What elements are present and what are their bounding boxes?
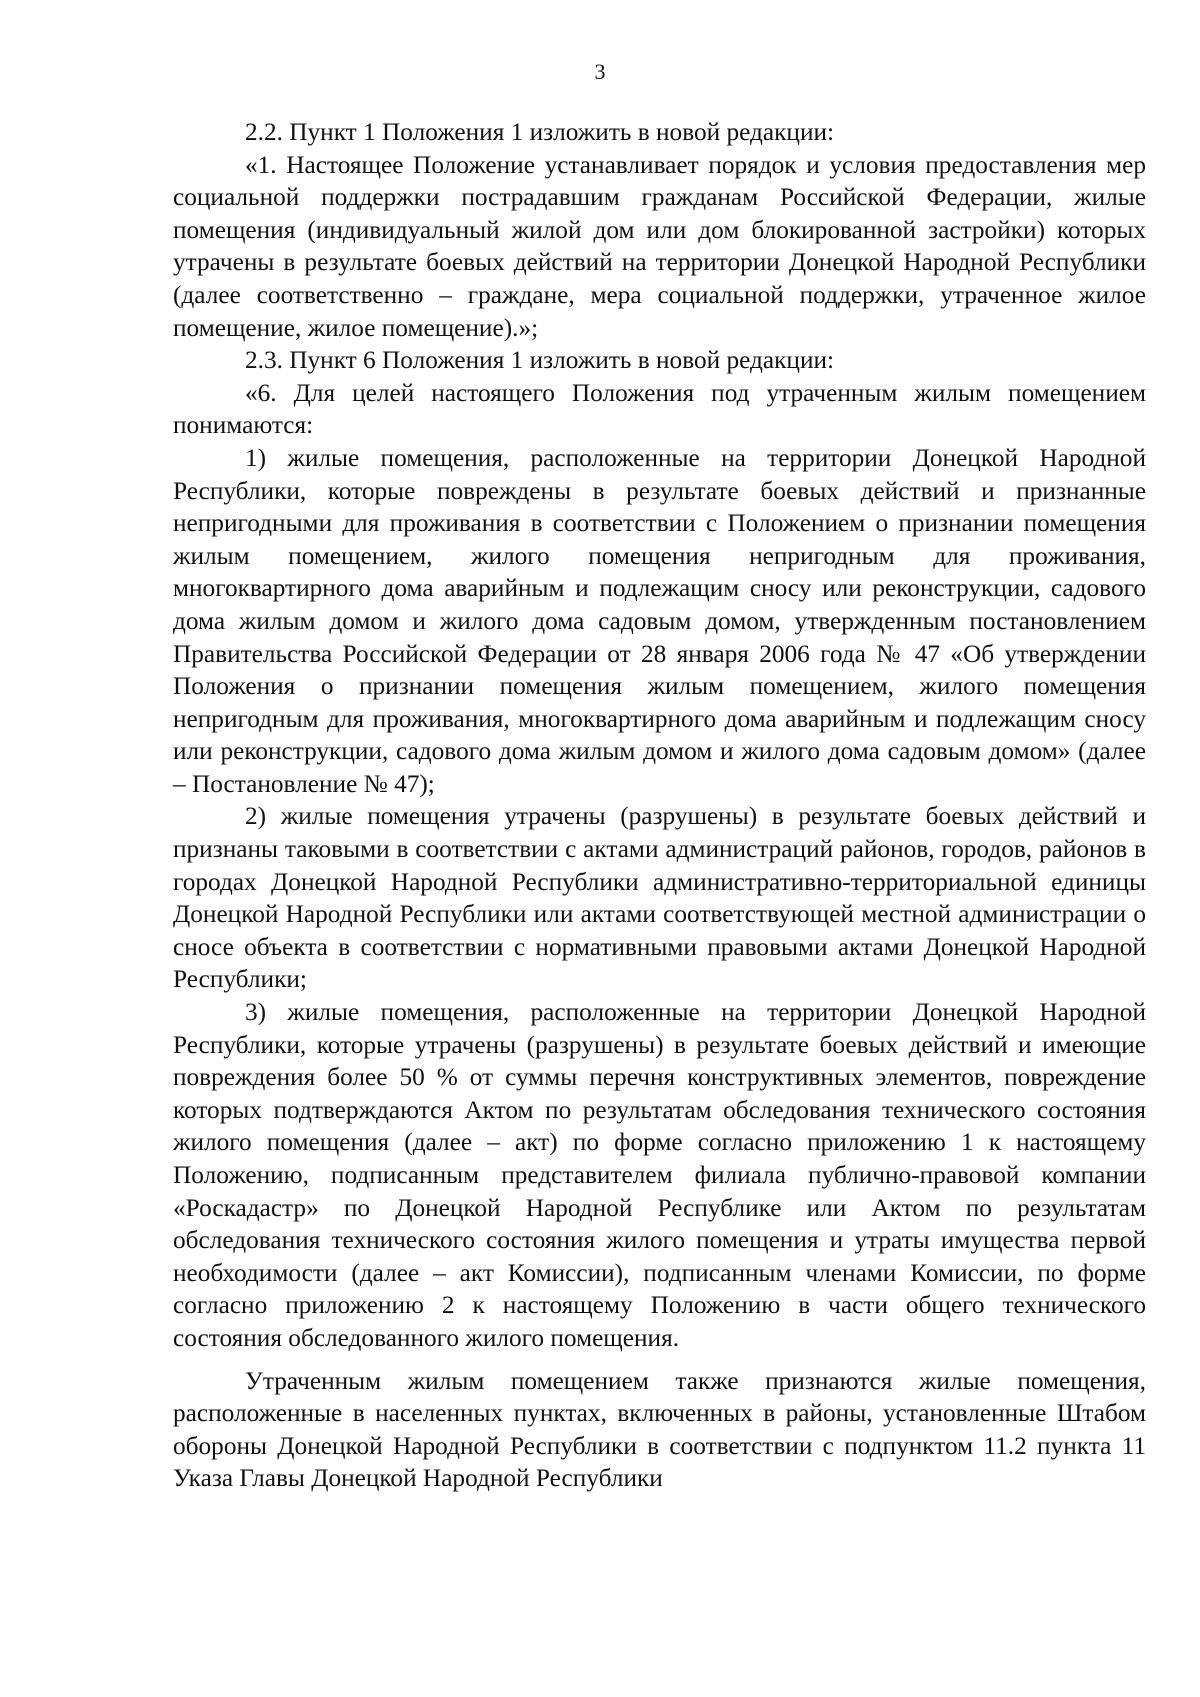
- paragraph-point-1-text: «1. Настоящее Положение устанавливает порядок и условия предоставления мер социальной поддержки пострадавшим гражданам Российской Федерации, жилые помещения (индивидуальный жилой дом или дом блокированной застройки) которых утрачены в результате боевых действий на территории Донецкой Народной Республики (далее соответственно – граждане, мера социальной поддержки, утраченное жилое помещение, жилое помещение).»;: [173, 150, 1146, 342]
- page-number: 3: [594, 59, 606, 84]
- paragraph-point-6-text: «6. Для целей настоящего Положения под утраченным жилым помещением понимаются:: [173, 378, 1146, 440]
- paragraph-subitem-3: 3) жилые помещения, расположенные на территории Донецкой Народной Республики, которые утрачены (разрушены) в результате боевых действий и имеющие повреждения более 50 % от суммы перечня конструктивных элементов, повреждение которых подтверждаются Актом по результатам обследования технического состояния жилого помещения (далее – акт) по форме согласно приложению 1 к настоящему Положению, подписанным представителем филиала публично-правовой компании «Роскадастр» по Донецкой Народной Республике или Актом по результатам обследования технического состояния жилого помещения и утраты имущества первой необходимости (далее – акт Комиссии), подписанным членами Комиссии, по форме согласно приложению 2 к настоящему Положению в части общего технического состояния обследованного жилого помещения.: [173, 998, 1146, 1352]
- document-body: [173, 116, 1146, 1495]
- paragraph-subitem-2: 2) жилые помещения утрачены (разрушены) в результате боевых действий и признаны таковыми в соответствии с актами администраций районов, городов, районов в городах Донецкой Народной Республики административно-территориальной единицы Донецкой Народной Республики или актами соответствующей местной администрации о сносе объекта в соответствии с нормативными правовыми актами Донецкой Народной Республики;: [173, 802, 1146, 994]
- paragraph-lost-housing: Утраченным жилым помещением также признаются жилые помещения, расположенные в населенных пунктах, включенных в районы, установленные Штабом обороны Донецкой Народной Республики в соответствии с подпунктом 11.2 пункта 11 Указа Главы Донецкой Народной Республики: [173, 1366, 1146, 1493]
- paragraph-2-2: 2.2. Пункт 1 Положения 1 изложить в новой редакции:: [245, 118, 835, 146]
- paragraph-subitem-1: 1) жилые помещения, расположенные на территории Донецкой Народной Республики, которые повреждены в результате боевых действий и признанные непригодными для проживания в соответствии с Положением о признании помещения жилым помещением, жилого помещения непригодным для проживания, многоквартирного дома аварийным и подлежащим сносу или реконструкции, садового дома жилым домом и жилого дома садовым домом, утвержденным постановлением Правительства Российской Федерации от 28 января 2006 года № 47 «Об утверждении Положения о признании помещения жилым помещением, жилого помещения непригодным для проживания, многоквартирного дома аварийным и подлежащим сносу или реконструкции, садового дома жилым домом и жилого дома садовым домом» (далее – Постановление № 47);: [173, 443, 1146, 798]
- paragraph-2-3: 2.3. Пункт 6 Положения 1 изложить в новой редакции:: [245, 346, 835, 375]
